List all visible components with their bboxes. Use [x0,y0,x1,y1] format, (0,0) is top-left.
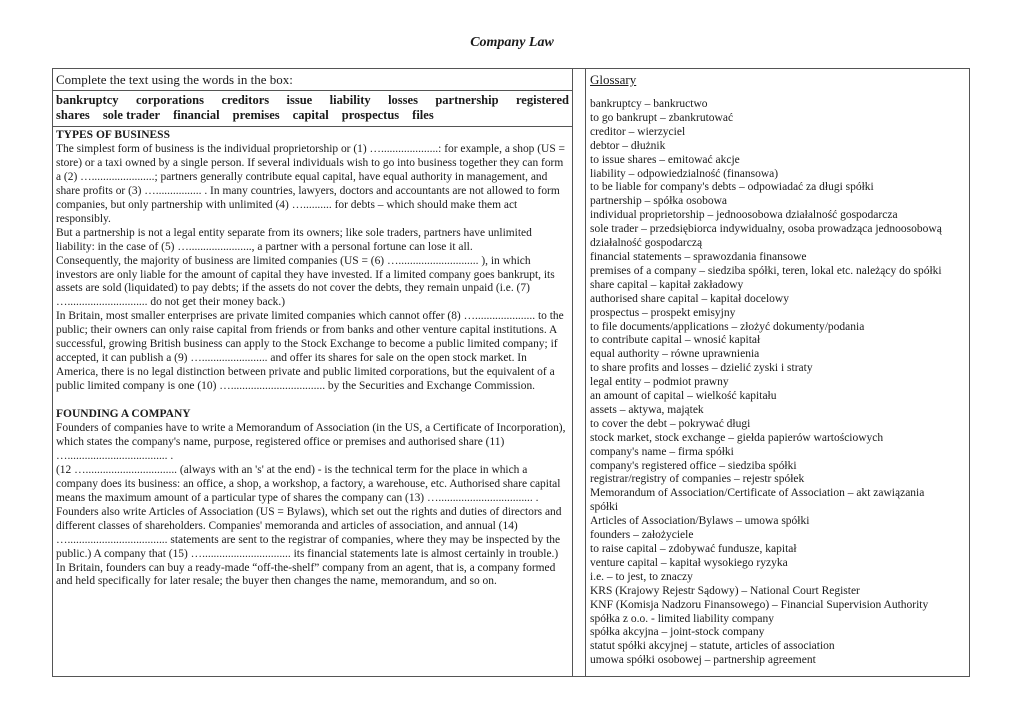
glossary-entry: founders – założyciele [590,529,694,542]
exercise-column [53,69,573,676]
glossary-entry: to cover the debt – pokrywać długi [590,417,751,430]
glossary-column [586,69,969,676]
column-gutter [573,69,586,676]
glossary-entry: company's name – firma spółki [590,445,734,458]
paragraph: But a partnership is not a legal entity separate from its owners; like sole traders, partners have unlimited liability: in the case of (5) …......................, a partner with a personal fortune can lose it all. [56,226,532,253]
glossary-entry: to file documents/applications – złożyć dokumenty/podania [590,320,865,333]
glossary-entry: an amount of capital – wielkość kapitału [590,390,777,403]
glossary-entry: to raise capital – zdobywać fundusze, kapitał [590,543,797,555]
glossary-entry: Articles of Association/Bylaws – umowa spółki [590,515,810,528]
glossary-entry: premises of a company – siedziba spółki, teren, lokal etc. należący do spółki [590,264,942,277]
glossary-title: Glossary [590,72,637,87]
word-box-word: issue [286,93,313,107]
glossary-entry: equal authority – równe uprawnienia [590,348,760,361]
glossary-entry: to go bankrupt – zbankrutować [590,111,734,124]
paragraph: Founders of companies have to write a Memorandum of Association (in the US, a Certificate of Incorporation), which states the company's name, purpose, registered office or premises and authorised share (11) …................................... . [56,422,566,462]
glossary-entry: venture capital – kapitał wysokiego ryzyka [590,556,788,569]
word-box-word: registered [515,93,569,107]
glossary-entry: Memorandum of Association/Certificate of Association – akt zawiązania [590,487,925,500]
glossary-entry: creditor – wierzyciel [590,125,686,138]
word-box-word: bankruptcy [56,93,119,107]
word-box-word: premises [232,108,280,122]
glossary-entry: sole trader – przedsiębiorca indywidualny, osoba prowadząca jednoosobową [590,223,942,236]
glossary-entry: share capital – kapitał zakładowy [590,278,744,291]
glossary-entry: assets – aktywa, majątek [590,403,704,416]
glossary-entry: spółka akcyjna – joint-stock company [590,626,765,639]
page-title: Company Law [470,35,554,50]
word-box [53,91,572,127]
glossary-entry: liability – odpowiedzialność (finansowa) [590,167,779,180]
glossary-entry: spółki [590,501,619,514]
glossary-entry: financial statements – sprawozdania finansowe [590,250,807,263]
word-box-word: financial [173,108,220,122]
section-types-body [56,143,569,394]
glossary-entry: prospectus – prospekt emisyjny [590,306,736,319]
exercise-text [53,127,572,591]
glossary-entry: to share profits and losses – dzielić zyski i straty [590,362,813,375]
glossary-entry: działalność gospodarczą [590,237,703,250]
glossary-entry: KNF (Komisja Nadzoru Finansowego) – Financial Supervision Authority [590,598,929,611]
word-box-line-1 [56,93,569,108]
glossary-entry: KRS (Krajowy Rejestr Sądowy) – National Court Register [590,584,860,597]
glossary-entry: stock market, stock exchange – giełda papierów wartościowych [590,431,884,444]
glossary-entry: spółka z o.o. - limited liability company [590,612,774,625]
paragraph: In Britain, most smaller enterprises are private limited companies which cannot offer (8) …..................... to the public; their owners can only raise capital from friends or from banks and other venture capital institutions. A successful, growing British business can apply to the Stock Exchange to become a public limited company; if accepted, it can publish a (9) …....................... and offer its shares for sale on the open stock market. In America, there is no legal distinction between private and public limited corporations, but the equivalent of a public limited company is one (10) …................................. by the Securities and Exchange Commission. [56,310,564,393]
glossary-entry: statut spółki akcyjnej – statute, articles of association [590,640,835,653]
word-box-word: liability [329,93,371,107]
glossary-entry: registrar/registry of companies – rejestr spółek [590,473,805,486]
worksheet-table [52,68,970,677]
glossary-entry: partnership – spółka osobowa [590,195,728,208]
glossary-entry: i.e. – to jest, to znaczy [590,570,693,583]
glossary-list [590,98,965,668]
paragraph: Consequently, the majority of business are limited companies (US = (6) …............................ ), in which investors are only liable for the amount of capital they have invested. If a limited company goes bankrupt, its assets are sold (liquidated) to pay debts; if the assets do not cover the debts, they remain unpaid (i.e. (7) …............................ do not get their money back.) [56,254,555,309]
word-box-word: capital [292,108,329,122]
glossary-entry: authorised share capital – kapitał docelowy [590,292,789,305]
glossary-entry: to contribute capital – wnosić kapitał [590,334,761,347]
glossary-entry: debtor – dłużnik [590,139,666,152]
word-box-word: losses [388,93,418,107]
word-box-word: shares [56,108,90,122]
glossary-entry: legal entity – podmiot prawny [590,376,729,389]
exercise-instruction: Complete the text using the words in the box: [53,69,572,91]
word-box-line-2 [56,108,569,123]
word-box-word: partnership [435,93,499,107]
paragraph: Founders also write Articles of Association (US = Bylaws), which set out the rights and duties of directors and different classes of shareholders. Companies' memoranda and articles of association, and annual (14) …................................... statements are sent to the registrar of companies, where they may be inspected by the public.) A company that (15) …............................... its financial statements late is almost certainly in trouble.) In Britain, founders can buy a ready-made “off-the-shelf” company from an agent, that is, a company formed and held specifically for later resale; the buyer then changes the name, memorandum, and so on. [56,505,562,588]
word-box-word: prospectus [341,108,400,122]
glossary-entry: company's registered office – siedziba spółki [590,459,797,472]
word-box-word: files [412,108,434,122]
paragraph: The simplest form of business is the individual proprietorship or (1) …....................: for example, a shop (US = store) or a taxi owned by a single person. If several individuals wish to go into business together they can form a (2) …......................; partners generally contribute equal capital, have equal authority in management, and share profits or (3) …................ . In many countries, lawyers, doctors and accountants are not allowed to form companies, but only partnership with unlimited (4) ….......... for debts – which should make them act responsibly. [56,142,565,225]
glossary-entry: individual proprietorship – jednoosobowa działalność gospodarcza [590,209,898,222]
word-box-word: corporations [135,93,205,107]
section-founding-body [56,422,569,589]
word-box-word: sole trader [102,108,161,122]
word-box-word: creditors [221,93,270,107]
paragraph: (12 …................................ (always with an 's' at the end) - is the technical term for the place in which a company does its business: an office, a shop, a workshop, a factory, a warehouse, etc. Authorised share capital means the maximum amount of a particular type of shares the company can (13) …................................. . [56,463,561,504]
glossary-entry: to be liable for company's debts – odpowiadać za długi spółki [590,181,874,194]
glossary-entry: umowa spółki osobowej – partnership agreement [590,654,816,667]
glossary-entry: to issue shares – emitować akcje [590,153,740,166]
glossary-entry: bankruptcy – bankructwo [590,98,708,110]
section-heading-types: TYPES OF BUSINESS [56,129,170,141]
section-heading-founding: FOUNDING A COMPANY [56,408,191,421]
